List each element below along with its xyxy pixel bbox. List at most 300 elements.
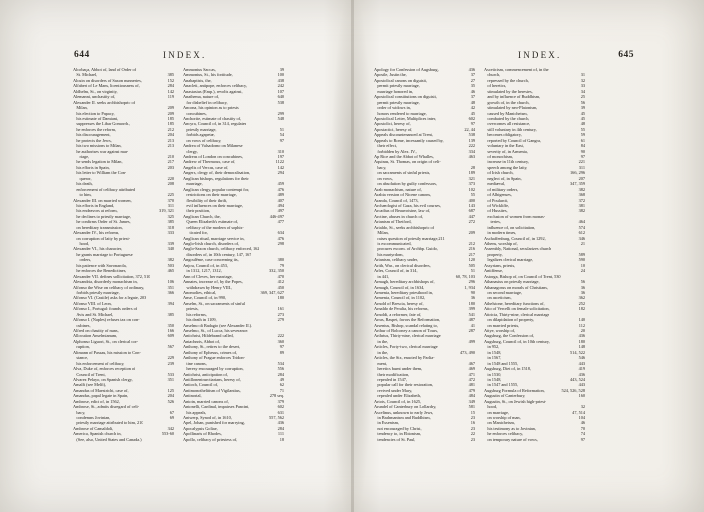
index-entry-pages: 97: [580, 436, 585, 442]
index-entry-text: Anacleti, antipope, enforces celibacy,: [183, 83, 247, 89]
index-entry-text: growth of, in the church,: [487, 99, 530, 105]
index-entry-pages: 484: [468, 393, 475, 399]
index-entry-pages: 339: [167, 241, 174, 246]
index-entry-text: orders,: [79, 257, 92, 263]
index-entry-pages: 15: [470, 409, 475, 415]
index-entry-text: his endeavors at reform,: [76, 208, 118, 214]
index-entry-pages: 220: [167, 175, 174, 181]
index-entry-pages: 32: [580, 77, 585, 83]
index-entry-text: Alexander IV., his reforms,: [73, 230, 120, 236]
index-entry-text: Arthrius, Thirty-nine, clerical marriage: [374, 333, 441, 339]
index-entry-pages: 567: [167, 344, 174, 350]
index-entry-text: Arnoldi, a reformer, fate of,: [374, 311, 422, 317]
index-entry-text: withdrawn by Henry VIII.,: [186, 284, 233, 290]
index-entry-pages: 71: [279, 387, 284, 393]
index-entry-text: Alfonso VIII. of Leon,: [73, 300, 112, 306]
index-entry-text: Arialdo, St., seeks archbishopric of: [374, 224, 435, 230]
index-entry-pages: 472: [468, 376, 475, 382]
index-entry-pages: 119: [167, 94, 174, 100]
index-entry-text: of Albigenses,: [487, 192, 512, 198]
index-entry-pages: 45: [470, 110, 475, 116]
index-entry-pages: 631: [277, 409, 284, 415]
running-head-left: INDEX.: [163, 50, 207, 60]
index-entry-text: Articles, the Six, enacted by Parlia-: [374, 355, 435, 361]
index-entry-pages: 209: [468, 230, 475, 236]
index-entry-text: Alcuin on disorders of Saxon nunneries,: [73, 77, 142, 83]
index-entry-text: Artois, Council of, in 1625,: [374, 398, 422, 404]
index-entry-text: Anselm, St., on sacraments of sinful: [183, 300, 245, 306]
index-entry-pages: 84: [580, 143, 585, 149]
index-entry-text: Anselmo di Badagio (see Alexander II.).: [183, 322, 253, 328]
index-entry-pages: 10: [580, 262, 585, 268]
index-entry-pages: 497: [277, 208, 284, 214]
index-entry-text: Alfonso the Wise on celibacy of ordinary,: [73, 284, 145, 290]
index-entry-pages: 46: [580, 420, 585, 426]
index-entry-pages: 602: [468, 115, 475, 121]
index-entry-text: priests,: [186, 306, 199, 312]
index-entry-text: Antinorial,: [183, 393, 202, 399]
index-entry-pages: 185: [167, 121, 174, 127]
index-entry-pages: 55: [470, 192, 475, 198]
index-entry-pages: 538: [468, 132, 475, 138]
index-entry-text: influence of, on solicitation,: [487, 224, 536, 230]
index-entry-pages: 42: [470, 105, 475, 111]
index-entry-text: Augsburg, the Confession of,: [484, 333, 535, 339]
index-entry-pages: 310: [277, 148, 284, 154]
index-entry-text: he authorises war against mar-: [76, 148, 129, 154]
index-entry-text: Arsenius, Bishop, scandal relating to,: [374, 322, 438, 328]
index-entry-pages: 70: [580, 425, 585, 431]
index-entry-text: Antiffense,: [484, 268, 504, 274]
index-entry-text: repressed by the church,: [487, 77, 529, 83]
index-entry-text: on second marriage,: [487, 289, 522, 295]
index-entry-text: Alva, Duke of, enforces reception of: [73, 366, 136, 372]
index-entry-text: St. Michael,: [76, 72, 98, 78]
index-entry-pages: 208: [167, 181, 174, 187]
index-entry-pages: 67: [169, 409, 174, 415]
index-entry-text: of Irish church,: [487, 170, 514, 176]
index-entry-pages: 272: [468, 219, 475, 225]
index-entry-text: Arthur of Bolconey a canon of Tours,: [374, 328, 439, 333]
index-entry-pages: 160: [578, 393, 585, 399]
index-entry-text: repealed under Elizabeth,: [377, 393, 421, 399]
index-entry-text: in 952,: [487, 344, 500, 350]
index-entry-text: Andrew of Thermoux, case of,: [183, 159, 236, 165]
index-entry-text: Arles, Council of, in 314,: [374, 268, 418, 274]
index-entry-pages: 443, 524: [570, 376, 585, 382]
index-entry-pages: 97: [279, 137, 284, 143]
index-entry-pages: 120: [468, 257, 475, 263]
index-entry-pages: 346: [578, 235, 585, 241]
index-entry-pages: 447: [468, 213, 475, 219]
index-entry-text: Arith, War., on clerical disorders,: [374, 262, 431, 268]
index-entry-pages: 399: [468, 306, 475, 312]
index-entry-text: Ammonius Saccas,: [183, 67, 216, 72]
index-entry-text: property,: [487, 251, 503, 257]
index-entry-text: their position,: [186, 208, 211, 214]
index-entry-text: Arianism, celibacy under,: [374, 257, 418, 263]
index-entry-text: Alfred on chastity of nuns,: [73, 328, 119, 333]
index-entry-pages: 351: [167, 284, 174, 290]
index-entry-pages: 298: [277, 241, 284, 246]
index-entry-text: of Wickliffe,: [487, 202, 510, 208]
index-entry-pages: 166: [167, 328, 174, 333]
index-entry-pages: 687: [468, 208, 475, 214]
index-entry-text: in 441,: [377, 273, 390, 279]
index-column: [374, 67, 475, 442]
index-entry-pages: 287: [468, 328, 475, 333]
index-entry-text: Armenia, hereditary priesthood in,: [374, 289, 433, 295]
index-entry-text: his patience with Savonarola,: [76, 262, 127, 268]
index-entry-text: tine canons,: [186, 360, 207, 366]
index-entry-pages: 379: [277, 398, 284, 404]
index-entry-text: on vows of celibacy,: [186, 137, 222, 143]
index-entry-pages: 382: [578, 186, 585, 192]
index-entry: [73, 437, 174, 442]
index-entry-pages: 51: [279, 126, 284, 132]
index-entry-pages: 325: [167, 213, 174, 219]
index-entry-pages: 503: [167, 262, 174, 268]
index-entry-pages: 514, 522: [570, 349, 585, 355]
index-entry-text: Athanasius on priestly marriage,: [484, 279, 540, 285]
index-entry-pages: 212: [167, 126, 174, 132]
index-entry-pages: 28: [470, 164, 475, 170]
index-entry-text: Apocalypsis Goliae,: [183, 425, 218, 431]
index-entry-pages: 152: [167, 77, 174, 83]
index-entry-text: Milan,: [377, 230, 389, 236]
index-entry-text: Alexander II. seeks archbishopric of: [73, 99, 135, 105]
index-entry-text: enforcement of celibacy attributed: [76, 186, 136, 192]
index-entry-text: Antillonentrurctiarians, heresy of,: [183, 376, 241, 382]
index-entry-text: hood,: [487, 404, 498, 410]
index-entry-text: Angoulême, case concerning its,: [183, 257, 239, 263]
index-entry-pages: 225: [167, 192, 174, 198]
index-entry-pages: 18: [279, 436, 284, 442]
index-entry-text: Ammonius, St., his fortitude,: [183, 72, 233, 78]
index-entry-text: Appeals to Rome, incessantly caused by,: [374, 137, 444, 143]
index-entry-text: celibacy of the modern of sophis-: [186, 224, 244, 230]
index-entry-pages: 112: [578, 322, 585, 328]
index-entry-text: Allocution Anselmianum,: [73, 333, 118, 339]
index-entry-text: Apollo, celibacy of priestess of,: [183, 436, 238, 442]
index-entry-pages: 489: [277, 192, 284, 198]
index-entry-text: restrictions on their marriage,: [186, 192, 237, 198]
index-entry-text: Amalfi (see Melfi),: [73, 382, 107, 388]
index-entry-pages: 22, 44: [464, 126, 475, 132]
index-entry-text: Milan,: [76, 105, 88, 111]
index-entry-pages: 97: [279, 344, 284, 350]
index-entry-pages: 166, 296: [570, 170, 585, 176]
index-entry-pages: 476: [277, 235, 284, 241]
index-entry-text: overcomes all resistance,: [487, 121, 531, 127]
index-entry-pages: 342: [167, 425, 174, 431]
index-entry-text: Angers, clergy of, their demoralisation,: [183, 170, 251, 176]
index-entry-text: Andreas of London on concubines,: [183, 154, 243, 159]
index-entry-pages: 51: [470, 268, 475, 274]
index-entry-pages: 102: [468, 186, 475, 192]
index-entry-text: Ancona, his opinion as to priests': [183, 105, 240, 111]
index-entry-text: Arras, Raspet, favors the Reformation,: [374, 317, 441, 323]
index-entry-text: Augsburg, Council of, in 10th century,: [484, 338, 550, 344]
index-entry-text: is excommunicated,: [377, 241, 412, 246]
index-entry-pages: 465: [167, 268, 174, 274]
index-entry-text: disorders of, in 10th century, 147, 167: [186, 251, 252, 257]
index-entry-text: hood,: [79, 241, 90, 246]
index-entry-pages: 74: [580, 431, 585, 437]
index-entry-text: procures excom. of Archbp. Guido,: [377, 246, 438, 252]
index-entry-pages: 45: [580, 115, 585, 121]
index-entry-text: tendencies of St. Paul,: [377, 436, 416, 442]
index-entry-pages: 546: [578, 355, 585, 361]
index-entry-text: ticated for,: [189, 230, 208, 236]
index-entry-pages: 284: [277, 371, 284, 377]
index-entry-pages: 142: [277, 164, 284, 170]
index-entry-text: queror,: [79, 175, 92, 181]
index-entry-text: stimulated by neo-Platonism,: [487, 105, 538, 111]
index-entry-text: flexibility of their thrift,: [186, 197, 228, 203]
index-entry-pages: 185: [167, 115, 174, 121]
index-entry-text: his martyrdom,: [377, 251, 404, 257]
index-entry-text: Appeals discountenanced at Trent,: [374, 132, 433, 138]
index-entry-text: Apel, Johan, punished for marrying,: [183, 420, 245, 426]
index-entry-pages: 55: [580, 126, 585, 132]
index-entry-pages: 311: [578, 164, 585, 170]
index-entry-text: clergy,: [186, 148, 198, 154]
index-entry-text: Antimonothelitism of Vigilantius,: [183, 387, 241, 393]
index-entry-text: Apostolical Letter, Multiplices inter,: [374, 115, 437, 121]
index-entry-pages: 381: [578, 202, 585, 208]
index-entry-pages: 407: [277, 197, 284, 203]
index-entry-pages: 382: [167, 257, 174, 263]
index-entry-text: Antonelli, Cardinal, impairses Pancini,: [183, 404, 250, 410]
index-entry-pages: 61: [580, 137, 585, 143]
index-entry-text: cubines,: [76, 322, 91, 328]
index-entry-pages: 581: [468, 404, 475, 410]
index-entry-text: Alexandria, disorderly monachism in,: [73, 279, 138, 285]
index-entry-pages: 463: [468, 154, 475, 159]
index-entry-text: Alfabert of Le Mans, licentiousness of,: [73, 83, 140, 89]
index-entry-text: his death,: [76, 181, 93, 187]
index-entry-pages: 419: [578, 366, 585, 372]
index-entry-text: his estimate of Damiani,: [76, 115, 119, 121]
index-entry-text: Anglican bishops, regulations for their: [183, 175, 249, 181]
index-entry-pages: 556: [277, 366, 284, 372]
index-entry-text: in 1548,: [487, 376, 502, 382]
index-entry-pages: 394: [167, 300, 174, 306]
right-page: [352, 0, 704, 512]
index-entry-pages: 333: [167, 230, 174, 236]
index-entry-pages: 36: [470, 295, 475, 301]
index-entry-pages: 350: [167, 322, 174, 328]
index-entry-text: revived under Mary,: [377, 387, 413, 393]
index-entry-text: Council of Trent,: [76, 371, 106, 377]
index-entry-text: to him,: [79, 192, 92, 198]
index-entry-text: on Manicheism,: [487, 420, 515, 426]
index-entry-text: Alfonso I., Portugal: founds orders of: [73, 306, 138, 312]
index-entry-pages: 479: [468, 387, 475, 393]
index-entry-text: Anabaptists, the,: [183, 77, 212, 83]
index-entry-pages: 459: [277, 181, 284, 187]
index-entry-text: raises question of priestly marriage,211: [377, 235, 445, 241]
index-entry-text: Apostolical canons on diguisit,: [374, 77, 427, 83]
index-entry-pages: 385: [167, 72, 174, 78]
index-entry-pages: 47, 514: [572, 409, 585, 415]
index-entry-text: not encouraged by Christ,: [377, 425, 422, 431]
index-entry-pages: 97: [470, 121, 475, 127]
index-entry-text: Andrea of Valsadorno on Milanese: [183, 143, 243, 149]
index-entry-text: combated by the church,: [487, 115, 530, 121]
index-entry-pages: 148: [578, 344, 585, 350]
index-entry-text: Ambrose, St., admits disregard of celi-: [73, 404, 140, 410]
index-entry-pages: 284: [277, 425, 284, 431]
index-entry-text: America, Spanish church in,: [73, 431, 122, 437]
index-entry-text: Anomolies, ethical,: [183, 289, 217, 295]
index-entry-pages: 21: [580, 241, 585, 246]
index-entry-text: Attricia, Thirty-nine, clerical marriage: [484, 311, 550, 317]
index-entry-pages: 180: [277, 295, 284, 301]
index-entry-text: Arctine, abuses in church of,: [374, 213, 424, 219]
index-entry-pages: 39: [580, 105, 585, 111]
index-entry-text: his reforms,: [186, 311, 207, 317]
index-entry-text: his discouragement,: [76, 132, 111, 138]
index-entry-text: Apology for Confession of Augsburg,: [374, 67, 439, 72]
index-entry-pages: 111: [277, 431, 284, 437]
index-entry-text: forbids agapetæ,: [186, 132, 215, 138]
index-entry-pages: 553-60: [161, 431, 174, 437]
index-entry-text: evil influences on their marriage,: [186, 202, 243, 208]
index-entry-pages: 62: [279, 382, 284, 388]
index-entry-text: in 1312, 1217, 1312,: [186, 268, 222, 274]
index-entry-pages: 104: [578, 415, 585, 420]
index-entry-pages: 204: [167, 132, 174, 138]
index-entry-text: mediæval,: [487, 181, 506, 187]
index-entry-text: speech among the laity,: [487, 164, 528, 170]
index-entry-text: forbids priestly marriage,: [76, 289, 120, 295]
index-entry-text: Arnaldo de Peralta, his reforms,: [374, 306, 429, 312]
index-entry-pages: 25: [580, 94, 585, 100]
index-entry-pages: 443: [578, 382, 585, 388]
index-entry-pages: 385: [167, 219, 174, 225]
index-entry-text: Augsburg, Diet of, in 1518,: [484, 366, 532, 372]
index-entry-pages: 24: [580, 268, 585, 274]
index-entry-text: exclusion of women from monas-: [487, 213, 546, 219]
index-entry-pages: 31: [580, 72, 585, 78]
index-entry-text: Athanagorus on morals of Christians,: [484, 284, 548, 290]
index-entry-text: caused by Manicheism,: [487, 110, 528, 116]
index-entry-text: Arcadius of Beauvoisine, law of,: [374, 208, 431, 214]
index-entry-text: he enforces celibacy,: [487, 431, 524, 437]
index-entry-text: Arnold of Brescia, heresy of,: [374, 300, 424, 306]
index-entry-pages: 60, 78, 103: [455, 273, 475, 279]
index-entry-pages: 210: [167, 154, 174, 159]
index-entry-text: Ancyra, Council of, in 314, regulates: [183, 121, 247, 127]
index-entry-text: he enforces the Benedictines,: [76, 268, 127, 274]
index-entry-text: Queen Elizabeth's estimate of,: [186, 219, 239, 225]
index-entry-pages: 524, 526, 528: [561, 387, 585, 393]
index-entry-text: Anjou, Council of, in 453,: [183, 262, 228, 268]
index-entry-pages: 362: [578, 295, 585, 301]
index-entry-text: on marriage,: [487, 409, 509, 415]
index-entry-text: Alcobaça, Abbot of, land of Order of: [73, 67, 137, 72]
index-entry-text: reported by Council of Gangra,: [487, 137, 541, 143]
index-entry-pages: 20: [580, 328, 585, 333]
index-entry-text: on corruption of laity by priest-: [76, 235, 131, 241]
index-entry-pages: 538: [277, 99, 284, 105]
index-entry-text: Anastasius (Emp.), revolts against,: [183, 88, 243, 94]
index-entry-pages: 534: [277, 360, 284, 366]
index-entry-text: Attye, worship of,: [484, 328, 516, 333]
index-entry-pages: 222: [277, 333, 284, 339]
index-entry-text: still voluntary in 4th century,: [487, 126, 537, 132]
index-entry-text: his efforts in Spain,: [76, 164, 110, 170]
index-entry-text: Archæologist of Gaza, his evil courses,: [374, 202, 441, 208]
index-entry-text: marriage,: [186, 181, 203, 187]
index-entry-text: Angelis of Vercas, case of,: [183, 164, 229, 170]
index-entry-text: Anthony of Prague enforces Tridon-: [183, 355, 245, 361]
index-entry-text: in the,: [377, 349, 389, 355]
index-entry-text: Amandus, papal legate in Spain,: [73, 393, 129, 399]
running-head-right: INDEX.: [518, 50, 562, 60]
index-entry-text: tendency to, in Ebionism,: [377, 431, 422, 437]
index-entry-text: for disbelief in celibacy,: [186, 99, 228, 105]
index-entry-text: in 1567,: [487, 355, 502, 361]
index-entry-pages: 477: [277, 219, 284, 225]
index-entry-text: Anglican Church, the,: [183, 213, 221, 219]
index-entry-text: permit priestly marriage,: [377, 83, 420, 89]
index-entry-pages: 476: [277, 186, 284, 192]
index-entry-text: in Brahmanism and Buddhism,: [377, 415, 431, 420]
index-entry-text: his efforts in England,: [76, 202, 115, 208]
index-entry-text: Arab monachism, nature of,: [374, 186, 422, 192]
index-entry-text: Arabia version of Nicene canons,: [374, 192, 432, 198]
index-entry-text: Armagh, Council of, in 1634,: [374, 284, 425, 290]
index-entry-text: Astorga, Bishop of, on Council of Trent, 530: [484, 273, 561, 279]
index-entry-pages: 321: [468, 175, 475, 181]
index-entry-pages: 574: [578, 224, 585, 230]
index-entry-pages: 436: [578, 371, 585, 377]
index-entry-pages: 471: [468, 371, 475, 377]
index-entry-text: his election to Papacy,: [76, 110, 115, 116]
index-entry-pages: 35: [470, 83, 475, 89]
index-entry-pages: 1122: [275, 159, 284, 165]
index-entry-text: repealed in 1547,: [377, 376, 407, 382]
index-entry-text: Ascelinus, unknown to early Jews,: [374, 409, 434, 415]
index-entry-pages: 49: [279, 376, 284, 382]
index-entry-text: Alfonso I. (Naples) refuses tax on con-: [73, 317, 140, 323]
index-entry-text: Assembly, National, secularizes church: [484, 246, 552, 252]
index-entry-pages: 48: [580, 121, 585, 127]
index-entry-text: Apostactici, heresy of,: [374, 126, 413, 132]
index-entry-text: Alexander VII. defines sollicitation, 372, 510: [73, 273, 151, 279]
index-entry-text: in 1547 and 1555,: [487, 382, 519, 388]
index-entry-pages: 217: [167, 159, 174, 165]
index-entry-text: Athens, worship of,: [484, 241, 518, 246]
index-entry-text: he protects the Jews,: [76, 137, 112, 143]
index-entry-pages: 590: [578, 257, 585, 263]
index-entry-text: Anse, Council of, in 990,: [183, 295, 227, 301]
index-entry-text: Ambrose of Camaldoli,: [73, 425, 114, 431]
index-entry-pages: 464: [578, 219, 585, 225]
index-entry-text: becomes obligatory,: [487, 132, 522, 138]
index-entry-text: his death in 1109,: [186, 317, 217, 323]
index-entry-pages: 526: [167, 398, 174, 404]
index-entry-text: on worship of man,: [487, 415, 521, 420]
index-entry-pages: 140: [578, 317, 585, 323]
index-entry-text: Asceticism, commencement of, in the: [484, 67, 549, 72]
index-entry-text: Antoin, married canons of,: [183, 398, 229, 404]
index-entry-text: Anathema, nature of,: [183, 94, 220, 100]
index-entry-pages: 349: [468, 398, 475, 404]
